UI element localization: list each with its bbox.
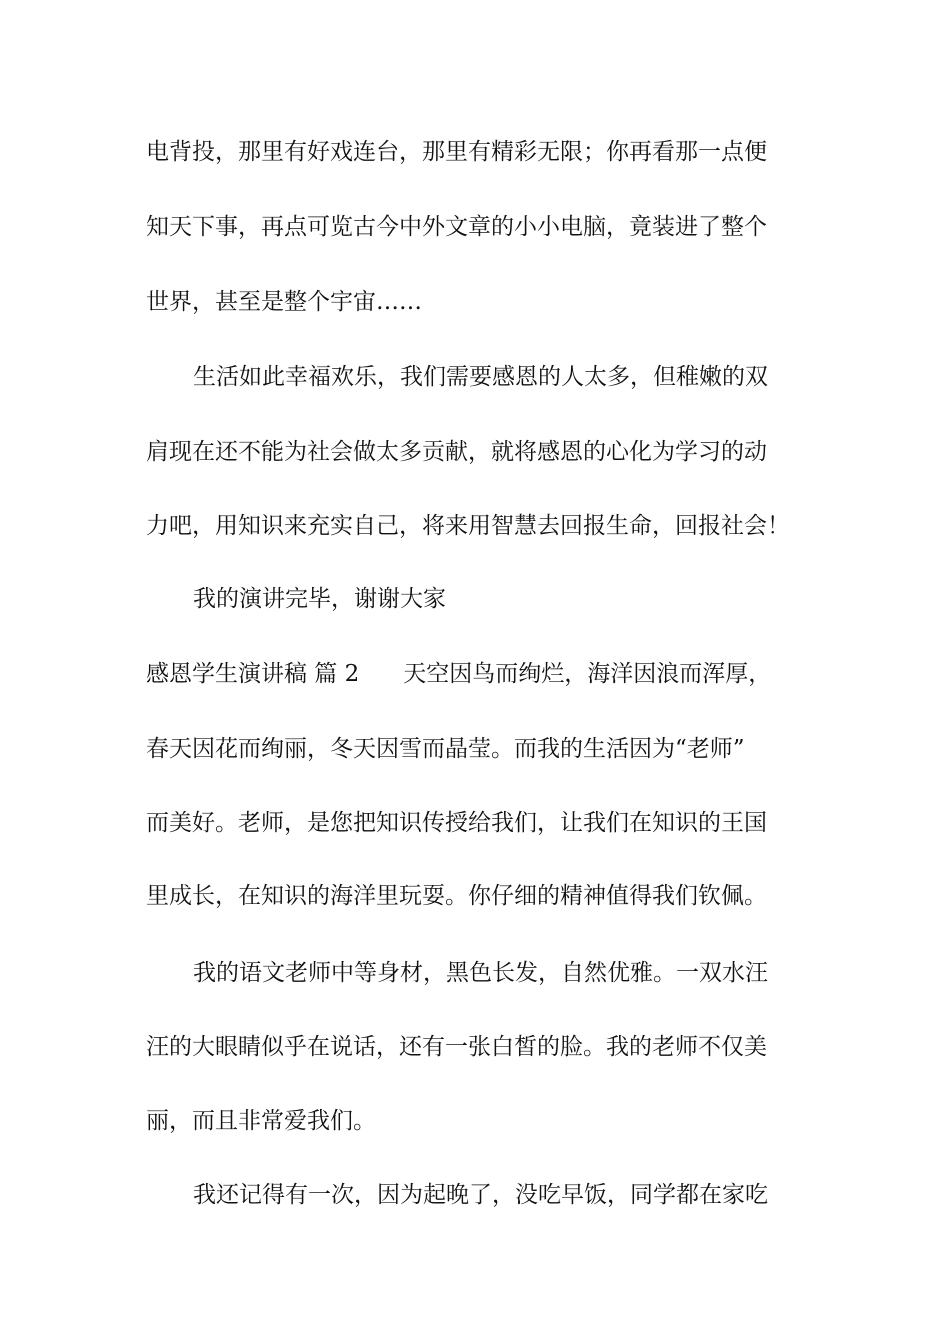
text-line: 春天因花而绚丽，冬天因雪而晶莹。而我的生活因为“老师”	[146, 736, 745, 762]
paragraph-first-line: 生活如此幸福欢乐，我们需要感恩的人太多，但稚嫩的双	[193, 364, 768, 390]
text-line: 肩现在还不能为社会做太多贡献，就将感恩的心化为学习的动	[146, 439, 767, 465]
closing-line: 我的演讲完毕，谢谢大家	[193, 586, 446, 612]
section-line	[146, 659, 826, 689]
text-line: 知天下事，再点可览古今中外文章的小小电脑，竟装进了整个	[146, 214, 767, 240]
text-line: 电背投，那里有好戏连台，那里有精彩无限；你再看那一点便	[146, 139, 767, 165]
text-line: 丽，而且非常爱我们。	[146, 1108, 376, 1134]
text-line: 汪的大眼睛似乎在说话，还有一张白皙的脸。我的老师不仅美	[146, 1034, 767, 1060]
text-line: 世界，甚至是整个宇宙……	[146, 289, 422, 315]
text-line: 而美好。老师，是您把知识传授给我们，让我们在知识的王国	[146, 810, 767, 836]
text-line: 力吧，用知识来充实自己，将来用智慧去回报生命，回报社会！	[146, 513, 790, 539]
paragraph-first-line: 我的语文老师中等身材，黑色长发，自然优雅。一双水汪	[193, 960, 768, 986]
section-text: 天空因鸟而绚烂，海洋因浪而浑厚，	[403, 661, 772, 687]
paragraph-first-line: 我还记得有一次，因为起晚了，没吃早饭，同学都在家吃	[193, 1182, 768, 1208]
section-heading: 感恩学生演讲稿 篇 2	[146, 661, 360, 687]
text-line: 里成长，在知识的海洋里玩耍。你仔细的精神值得我们钦佩。	[146, 883, 767, 909]
